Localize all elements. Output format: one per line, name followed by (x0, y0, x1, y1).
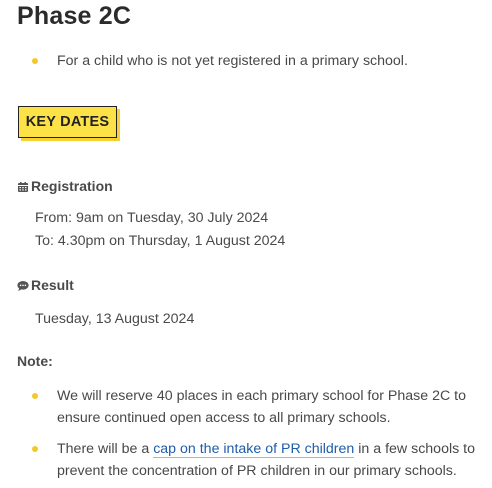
bullet-dot-icon (32, 58, 38, 64)
page-title: Phase 2C (17, 2, 132, 30)
speech-bubble-icon (17, 279, 29, 291)
registration-heading (17, 178, 113, 194)
key-dates-badge: KEY DATES (18, 106, 117, 138)
bullet-dot-icon (32, 393, 38, 399)
list-item (32, 385, 476, 429)
list-item-text: We will reserve 40 places in each primary school for Phase 2C to ensure continued open access to all primary schools. (57, 388, 466, 426)
calendar-icon (17, 180, 29, 192)
list-item-text: For a child who is not yet registered in a primary school. (57, 53, 408, 69)
result-date: Tuesday, 13 August 2024 (35, 311, 195, 327)
registration-from: From: 9am on Tuesday, 30 July 2024 (35, 210, 269, 226)
registration-to: To: 4.30pm on Thursday, 1 August 2024 (35, 233, 286, 249)
result-heading (17, 277, 74, 293)
pr-intake-cap-link[interactable]: cap on the intake of PR children (153, 441, 355, 457)
list-item (32, 438, 476, 482)
bullet-dot-icon (32, 446, 38, 452)
registration-heading-label: Registration (31, 178, 113, 194)
note-text-pre: There will be a (57, 441, 154, 457)
note-text-post: in a few schools to prevent the concentration of PR children in our primary schools. (57, 441, 475, 479)
list-item (32, 50, 476, 72)
note-label: Note: (17, 353, 53, 369)
list-item-text (32, 438, 476, 482)
result-heading-label: Result (31, 277, 74, 293)
